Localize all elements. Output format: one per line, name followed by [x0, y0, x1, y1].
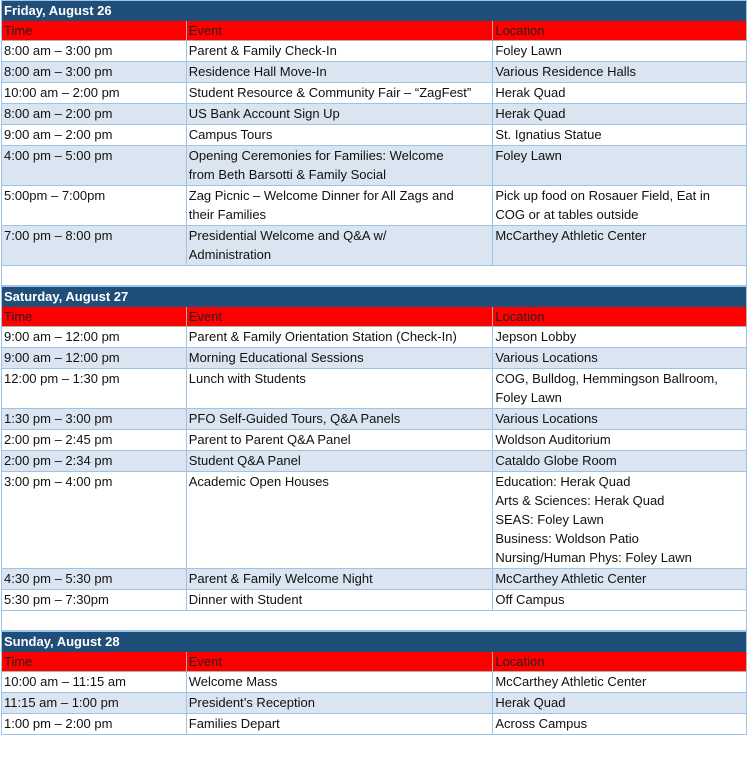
location-cell: Herak Quad — [493, 693, 747, 714]
time-cell: 10:00 am – 11:15 am — [2, 672, 187, 693]
column-header-row — [1, 652, 747, 672]
event-cell: Academic Open Houses — [187, 472, 494, 569]
table-row — [1, 569, 747, 590]
table-row — [1, 41, 747, 62]
table-row — [1, 369, 747, 409]
location-cell: Off Campus — [493, 590, 747, 611]
time-cell: 11:15 am – 1:00 pm — [2, 693, 187, 714]
event-cell: Presidential Welcome and Q&A w/ Administration — [187, 226, 494, 266]
event-cell: President’s Reception — [187, 693, 494, 714]
table-row — [1, 693, 747, 714]
event-column-header: Event — [187, 307, 494, 327]
time-cell: 4:30 pm – 5:30 pm — [2, 569, 187, 590]
time-cell: 10:00 am – 2:00 pm — [2, 83, 187, 104]
location-cell: Foley Lawn — [493, 41, 747, 62]
day-header-sunday: Sunday, August 28 — [1, 631, 747, 652]
section-spacer — [1, 266, 747, 286]
time-cell: 8:00 am – 3:00 pm — [2, 41, 187, 62]
table-row — [1, 672, 747, 693]
time-cell: 5:30 pm – 7:30pm — [2, 590, 187, 611]
table-row — [1, 451, 747, 472]
time-cell: 12:00 pm – 1:30 pm — [2, 369, 187, 409]
table-row — [1, 125, 747, 146]
event-cell: Parent & Family Check-In — [187, 41, 494, 62]
time-cell: 8:00 am – 3:00 pm — [2, 62, 187, 83]
event-cell: Parent & Family Orientation Station (Check-In) — [187, 327, 494, 348]
time-cell: 9:00 am – 2:00 pm — [2, 125, 187, 146]
time-cell: 2:00 pm – 2:34 pm — [2, 451, 187, 472]
location-cell: St. Ignatius Statue — [493, 125, 747, 146]
location-cell: Woldson Auditorium — [493, 430, 747, 451]
time-cell: 1:30 pm – 3:00 pm — [2, 409, 187, 430]
table-row — [1, 348, 747, 369]
event-cell: Residence Hall Move-In — [187, 62, 494, 83]
time-cell: 9:00 am – 12:00 pm — [2, 327, 187, 348]
time-column-header: Time — [2, 307, 187, 327]
time-cell: 3:00 pm – 4:00 pm — [2, 472, 187, 569]
day-header-saturday: Saturday, August 27 — [1, 286, 747, 307]
location-column-header: Location — [493, 652, 747, 672]
time-cell: 9:00 am – 12:00 pm — [2, 348, 187, 369]
time-cell: 7:00 pm – 8:00 pm — [2, 226, 187, 266]
table-row — [1, 430, 747, 451]
location-cell: Herak Quad — [493, 104, 747, 125]
event-cell: Parent & Family Welcome Night — [187, 569, 494, 590]
event-cell: Zag Picnic – Welcome Dinner for All Zags and their Families — [187, 186, 494, 226]
event-cell: US Bank Account Sign Up — [187, 104, 494, 125]
table-row — [1, 186, 747, 226]
table-row — [1, 714, 747, 735]
time-cell: 4:00 pm – 5:00 pm — [2, 146, 187, 186]
section-spacer — [1, 611, 747, 631]
location-cell: Herak Quad — [493, 83, 747, 104]
location-cell: Pick up food on Rosauer Field, Eat in COG or at tables outside — [493, 186, 747, 226]
location-cell: Various Locations — [493, 348, 747, 369]
event-cell: Campus Tours — [187, 125, 494, 146]
location-cell: McCarthey Athletic Center — [493, 672, 747, 693]
event-cell: Welcome Mass — [187, 672, 494, 693]
column-header-row — [1, 307, 747, 327]
event-cell: Dinner with Student — [187, 590, 494, 611]
table-row — [1, 327, 747, 348]
time-cell: 8:00 am – 2:00 pm — [2, 104, 187, 125]
location-column-header: Location — [493, 307, 747, 327]
event-cell: Student Q&A Panel — [187, 451, 494, 472]
time-column-header: Time — [2, 652, 187, 672]
table-row — [1, 472, 747, 569]
event-cell: Opening Ceremonies for Families: Welcome from Beth Barsotti & Family Social — [187, 146, 494, 186]
table-row — [1, 146, 747, 186]
table-row — [1, 83, 747, 104]
time-cell: 1:00 pm – 2:00 pm — [2, 714, 187, 735]
location-cell: Various Locations — [493, 409, 747, 430]
time-column-header: Time — [2, 21, 187, 41]
location-column-header: Location — [493, 21, 747, 41]
table-row — [1, 409, 747, 430]
location-cell: Jepson Lobby — [493, 327, 747, 348]
event-column-header: Event — [187, 21, 494, 41]
schedule-table — [1, 0, 747, 735]
event-column-header: Event — [187, 652, 494, 672]
table-row — [1, 104, 747, 125]
event-cell: Student Resource & Community Fair – “ZagFest” — [187, 83, 494, 104]
table-row — [1, 62, 747, 83]
time-cell: 2:00 pm – 2:45 pm — [2, 430, 187, 451]
location-cell: Cataldo Globe Room — [493, 451, 747, 472]
time-cell: 5:00pm – 7:00pm — [2, 186, 187, 226]
event-cell: Lunch with Students — [187, 369, 494, 409]
event-cell: Morning Educational Sessions — [187, 348, 494, 369]
location-cell: Foley Lawn — [493, 146, 747, 186]
location-cell: Education: Herak Quad Arts & Sciences: Herak Quad SEAS: Foley Lawn Business: Woldson Patio Nursing/Human Phys: Foley Lawn — [493, 472, 747, 569]
event-cell: Families Depart — [187, 714, 494, 735]
table-row — [1, 226, 747, 266]
location-cell: COG, Bulldog, Hemmingson Ballroom, Foley Lawn — [493, 369, 747, 409]
day-header-friday: Friday, August 26 — [1, 0, 747, 21]
event-cell: Parent to Parent Q&A Panel — [187, 430, 494, 451]
location-cell: Across Campus — [493, 714, 747, 735]
table-row — [1, 590, 747, 611]
location-cell: McCarthey Athletic Center — [493, 226, 747, 266]
location-cell: McCarthey Athletic Center — [493, 569, 747, 590]
location-cell: Various Residence Halls — [493, 62, 747, 83]
column-header-row — [1, 21, 747, 41]
event-cell: PFO Self-Guided Tours, Q&A Panels — [187, 409, 494, 430]
